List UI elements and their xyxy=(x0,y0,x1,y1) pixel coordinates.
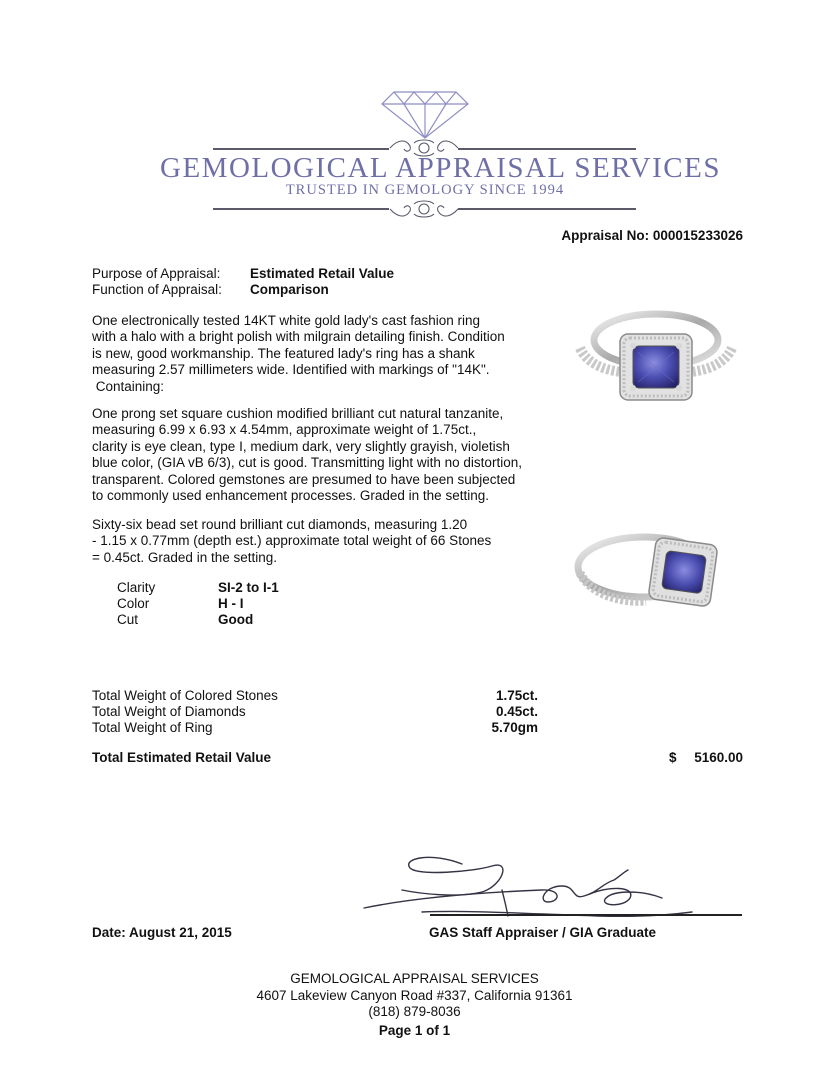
spec-value-color: H - I xyxy=(218,596,244,611)
ring-photo-angle xyxy=(572,515,740,627)
ring-description-line: with a halo with a bright polish with milgrain detailing finish. Condition xyxy=(92,329,505,345)
appraiser-signature xyxy=(362,846,702,928)
stone-description-line: One prong set square cushion modified brilliant cut natural tanzanite, xyxy=(92,406,504,421)
purpose-label: Purpose of Appraisal: xyxy=(92,266,221,281)
total-label-diamonds: Total Weight of Diamonds xyxy=(92,704,246,719)
total-label-ring: Total Weight of Ring xyxy=(92,720,213,735)
purpose-value: Estimated Retail Value xyxy=(250,266,395,281)
org-tagline: TRUSTED IN GEMOLOGY SINCE 1994 xyxy=(285,182,565,198)
total-value-ring: 5.70gm xyxy=(491,720,538,735)
total-value-diamonds: 0.45ct. xyxy=(495,704,538,719)
appraisal-number: Appraisal No: 000015233026 xyxy=(561,228,743,243)
ring-description-line: One electronically tested 14KT white gold lady's cast fashion ring xyxy=(92,313,481,328)
ring-description xyxy=(92,313,505,395)
header-rule-bottom-right xyxy=(458,208,636,210)
stone-description-line: blue color, (GIA vB 6/3), cut is good. Transmitting light with no distortion, xyxy=(92,455,522,471)
ring-description-line: is new, good workmanship. The featured lady's ring has a shank xyxy=(92,345,475,361)
header-rule-bottom-left xyxy=(213,208,389,210)
diamond-description xyxy=(92,517,491,566)
function-label: Function of Appraisal: xyxy=(92,282,222,297)
appraiser-title: GAS Staff Appraiser / GIA Graduate xyxy=(429,925,657,940)
diamond-description-line: = 0.45ct. Graded in the setting. xyxy=(92,549,277,565)
footer-company: GEMOLOGICAL APPRAISAL SERVICES xyxy=(290,971,539,986)
ornament-flourish-icon xyxy=(388,198,460,220)
ring-description-line: measuring 2.57 millimeters wide. Identified with markings of "14K". xyxy=(92,362,490,378)
grand-total-currency: $ xyxy=(669,750,677,765)
center-stone-description xyxy=(92,406,522,504)
page-number: Page 1 of 1 xyxy=(378,1023,451,1038)
signature-line xyxy=(430,914,742,916)
stone-description-line: measuring 6.99 x 6.93 x 4.54mm, approximate weight of 1.75ct., xyxy=(92,422,477,438)
ring-photo-front xyxy=(572,300,740,412)
header-rule-top-right xyxy=(458,148,636,150)
stone-description-line: to commonly used enhancement processes. Graded in the setting. xyxy=(92,488,489,504)
spec-value-cut: Good xyxy=(218,612,254,627)
spec-label-cut: Cut xyxy=(117,612,139,627)
grand-total-label: Total Estimated Retail Value xyxy=(92,750,272,765)
function-value: Comparison xyxy=(250,282,329,297)
diamond-logo-icon xyxy=(380,84,470,140)
spec-label-clarity: Clarity xyxy=(117,580,156,595)
stone-description-line: transparent. Colored gemstones are presumed to have been subjected xyxy=(92,471,516,487)
footer-address: 4607 Lakeview Canyon Road #337, California 91361 xyxy=(256,988,573,1003)
org-name: GEMOLOGICAL APPRAISAL SERVICES xyxy=(160,152,721,184)
grand-total-value: 5160.00 xyxy=(694,750,743,765)
footer-phone: (818) 879-8036 xyxy=(368,1004,461,1019)
diamond-description-line: - 1.15 x 0.77mm (depth est.) approximate total weight of 66 Stones xyxy=(92,533,492,549)
header-rule-top-left xyxy=(213,148,389,150)
total-value-colored-stones: 1.75ct. xyxy=(495,688,538,703)
spec-value-clarity: SI-2 to I-1 xyxy=(218,580,279,595)
appraisal-date: Date: August 21, 2015 xyxy=(92,925,232,940)
diamond-description-line: Sixty-six bead set round brilliant cut diamonds, measuring 1.20 xyxy=(92,517,468,532)
ring-description-line: Containing: xyxy=(92,378,165,394)
total-label-colored-stones: Total Weight of Colored Stones xyxy=(92,688,278,703)
stone-description-line: clarity is eye clean, type I, medium dark, very slightly grayish, violetish xyxy=(92,438,510,454)
spec-label-color: Color xyxy=(117,596,150,611)
